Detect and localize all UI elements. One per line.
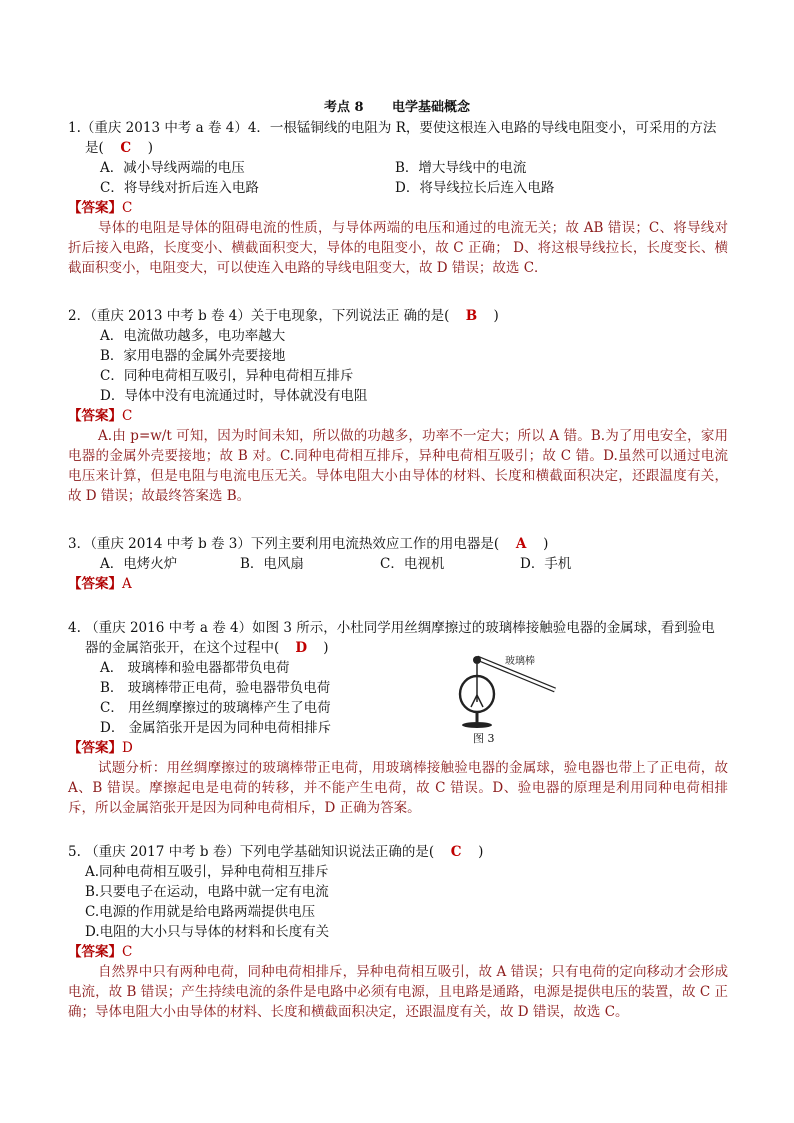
q3-options: [68, 554, 728, 574]
q2-answer: [68, 406, 728, 426]
question-1: [68, 118, 728, 278]
q1-options-row1: [68, 158, 728, 178]
q2-answer-blank: B: [465, 308, 478, 324]
q4-answer-blank: D: [295, 640, 308, 656]
q5-option-c: C.电源的作用就是给电路两端提供电压: [85, 904, 316, 920]
figure-caption: 图 3: [473, 732, 495, 745]
q4-stem: 4. （重庆 2016 中考 a 卷 4）如图 3 所示，小杜同学用丝绸摩擦过的玻璃棒接触验电器的金属球，看到验电: [68, 620, 715, 636]
q1-answer-value: C: [122, 200, 133, 216]
q4-answer: [68, 738, 728, 758]
q2-option-d: D．导体中没有电流通过时，导体就没有电阻: [100, 388, 368, 404]
foil-leaf-left: [471, 695, 477, 707]
q4-explanation: 试题分析：用丝绸摩擦过的玻璃棒带正电荷，用玻璃棒接触验电器的金属球，验电器也带上了正电荷，故 A、B 错误。摩擦起电是电荷的转移，并不能产生电荷，故 C 错误。D、验电器的原理是利用同种电荷相排斥，所以金属箔张开是因为同种电荷相斥，D 正确为答案。: [68, 760, 728, 816]
answer-label: 【答案】: [68, 944, 122, 960]
q5-explanation: 自然界中只有两种电荷，同种电荷相排斥，异种电荷相互吸引，故 A 错误；只有电荷的定向移动才会形成电流，故 B 错误；产生持续电流的条件是电路中必须有电源，且电路是通路，电源是提供电压的装置，故 C 正确；导体电阻大小由导体的材料、长度和横截面积决定，还跟温度有关，故 D 错误，故选 C。: [68, 964, 728, 1020]
q1-stem: 1.（重庆 2013 中考 a 卷 4）4．一根锰铜线的电阻为 R，要使这根连入电路的导线电阻变小，可采用的方法: [68, 120, 717, 136]
q5-option-a: A.同种电荷相互吸引，异种电荷相互排斥: [85, 864, 329, 880]
q5-option-d: D.电阻的大小只与导体的材料和长度有关: [85, 924, 330, 940]
q5-answer: [68, 942, 728, 962]
q2-stem: 2．（重庆 2013 中考 b 卷 4）关于电现象，下列说法正 确的是( B ): [68, 308, 499, 324]
q1-answer: [68, 198, 728, 218]
answer-label: 【答案】: [68, 408, 122, 424]
q4-option-a: A． 玻璃棒和验电器都带负电荷: [100, 660, 290, 676]
question-2: [68, 306, 728, 506]
q3-answer-blank: A: [515, 536, 527, 552]
q5-option-b: B.只要电子在运动，电路中就一定有电流: [85, 884, 329, 900]
q1-option-b: B．增大导线中的电流: [395, 160, 527, 176]
q2-answer-value: C: [122, 408, 133, 424]
q3-option-d: D．手机: [520, 556, 572, 572]
q4-option-b: B． 玻璃棒带正电荷，验电器带负电荷: [100, 680, 331, 696]
q1-option-c: C．将导线对折后连入电路: [100, 180, 259, 196]
answer-label: 【答案】: [68, 200, 122, 216]
section-number: 考点 8: [323, 100, 364, 115]
q3-answer-value: A: [122, 576, 132, 592]
q3-option-a: A．电烤火炉: [100, 556, 178, 572]
q2-explanation: A.由 p=w/t 可知，因为时间未知，所以做的功越多，功率不一定大；所以 A 错。B.为了用电安全，家用电器的金属外壳要接地；故 B 对。C.同种电荷相互排斥，异种电荷相互吸引；故 C 错。D.虽然可以通过电流电压来计算，但是电阻与电流电压无关。导体电阻大小由导体的材料、长度和横截面积决定，还跟温度有关，故 D 错误；故最终答案选 B。: [68, 428, 728, 504]
q4-option-d: D． 金属箔张开是因为同种电荷相排斥: [100, 720, 332, 736]
q2-option-a: A．电流做功越多，电功率越大: [100, 328, 286, 344]
answer-label: 【答案】: [68, 576, 122, 592]
q1-answer-blank: C: [120, 140, 132, 156]
foil-leaf-right: [477, 695, 483, 707]
rod-label: 玻璃棒: [505, 656, 535, 667]
question-5: [68, 842, 728, 1022]
figure-electroscope: [455, 650, 565, 746]
q3-answer: [68, 574, 728, 594]
q1-stem-cont: 是( C ): [85, 140, 154, 156]
q1-options-row2: [68, 178, 728, 198]
q2-option-c: C．同种电荷相互吸引，异种电荷相互排斥: [100, 368, 354, 384]
q1-explanation: 导体的电阻是导体的阻碍电流的性质，与导体两端的电压和通过的电流无关；故 AB 错误；C、将导线对折后接入电路，长度变小、横截面积变大，导体的电阻变小，故 C 正确； D、将这根导线拉长，长度变长、横截面积变小，电阻变大，可以使连入电路的导线电阻变大，故 D 错误；故选 C．: [68, 220, 728, 276]
question-3: [68, 534, 728, 594]
q2-option-b: B．家用电器的金属外壳要接地: [100, 348, 286, 364]
q5-answer-blank: C: [450, 844, 462, 860]
electroscope-diagram: [455, 650, 565, 746]
q4-answer-value: D: [122, 740, 133, 756]
q1-option-a: A．减小导线两端的电压: [100, 160, 245, 176]
q3-stem: 3．（重庆 2014 中考 b 卷 3）下列主要利用电流热效应工作的用电器是( A ): [68, 536, 549, 552]
q1-option-d: D．将导线拉长后连入电路: [395, 180, 555, 196]
q5-stem: 5. （重庆 2017 中考 b 卷）下列电学基础知识说法正确的是( C ): [68, 844, 484, 860]
electroscope-base: [462, 722, 492, 728]
q3-option-c: C．电视机: [380, 556, 445, 572]
section-topic: 电学基础概念: [392, 100, 471, 115]
answer-label: 【答案】: [68, 740, 122, 756]
q5-answer-value: C: [122, 944, 133, 960]
q3-option-b: B．电风扇: [240, 556, 304, 572]
page-title: [0, 96, 794, 115]
q4-stem-cont: 器的金属箔张开，在这个过程中( D ): [85, 640, 329, 656]
q4-option-c: C． 用丝绸摩擦过的玻璃棒产生了电荷: [100, 700, 331, 716]
metal-ball: [473, 656, 481, 664]
question-4: [68, 618, 728, 818]
